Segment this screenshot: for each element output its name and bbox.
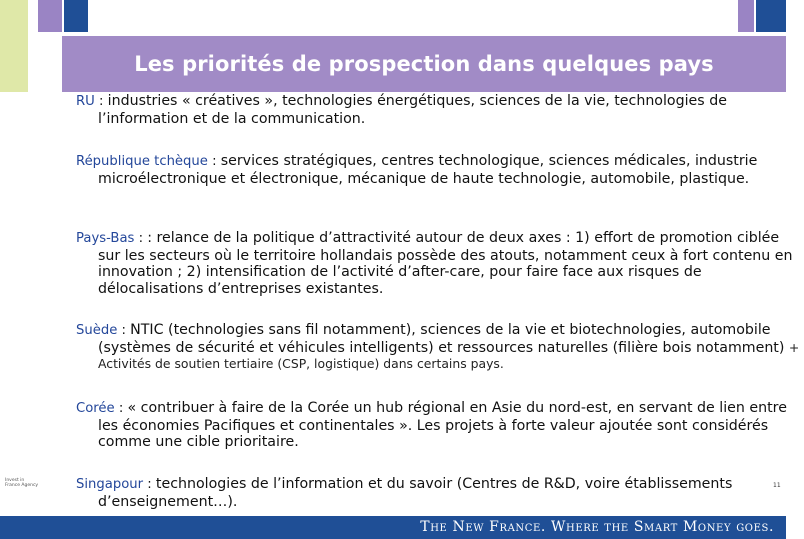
country-label: Corée [76,401,115,416]
footer-slogan: The New France. Where the Smart Money goes. [420,519,774,535]
label-separator: : [117,323,131,338]
paragraph-republique-tcheque [76,153,804,187]
decor-green-block [0,0,28,92]
label-separator: : [94,94,108,109]
paragraph-text: : relance de la politique d’attractivité autour de deux axes : 1) effort de promotion ciblée sur les secteurs où le territoire hollandais possède des atouts, notamment ceux à fort contenu en innovation ; 2) intensification de l’activité d’after-care, pour faire face aux risques de délocalisations d’entreprises existantes. [98,230,793,297]
decor-purple-square-right [738,0,754,32]
decor-blue-square-right [756,0,786,32]
paragraph-text: « contribuer à faire de la Corée un hub régional en Asie du nord-est, en servant de lien entre les économies Pacifiques et continentales ». Les projets à forte valeur ajoutée sont considérés comme une cible prioritaire. [98,400,787,451]
label-separator: : [114,401,128,416]
decor-purple-square [38,0,62,32]
label-separator: : [143,477,156,492]
country-label: République tchèque [76,154,208,169]
country-label: RU [76,94,95,109]
paragraph-coree [76,400,804,451]
logo-line: France Agency [5,483,39,488]
country-label: Singapour [76,477,144,492]
paragraph-ru [76,93,804,127]
title-band [62,36,786,92]
paragraph-singapour [76,476,804,510]
paragraph-text: services stratégiques, centres technologique, sciences médicales, industrie microélectronique et électronique, mécanique de haute technologie, automobile, plastique. [98,153,758,187]
logo-line: Invest in [5,478,25,483]
paragraph-text: industries « créatives », technologies énergétiques, sciences de la vie, technologies de l’information et de la communication. [98,93,727,127]
paragraph-text: technologies de l’information et du savoir (Centres de R&D, voire établissements d’enseignement…). [98,476,733,510]
paragraph-pays-bas [76,230,804,297]
paragraph-suede [76,322,804,373]
country-label: Suède [76,323,118,338]
label-separator: : [207,154,221,169]
page-number: 11 [773,482,781,489]
paragraph-extra: + Activités de soutien tertiaire (CSP, logistique) dans certains pays. [98,339,800,372]
slide-title: Les priorités de prospection dans quelques pays [134,52,714,76]
country-label: Pays-Bas [76,231,135,246]
label-separator: : [134,231,148,246]
paragraph-text: NTIC (technologies sans fil notamment), sciences de la vie et biotechnologies, automobile (systèmes de sécurité et véhicules intelligents) et ressources naturelles (filière bois notamment) [98,322,789,356]
footer-band [0,516,786,539]
agency-logo [5,478,57,488]
decor-blue-square [64,0,88,32]
